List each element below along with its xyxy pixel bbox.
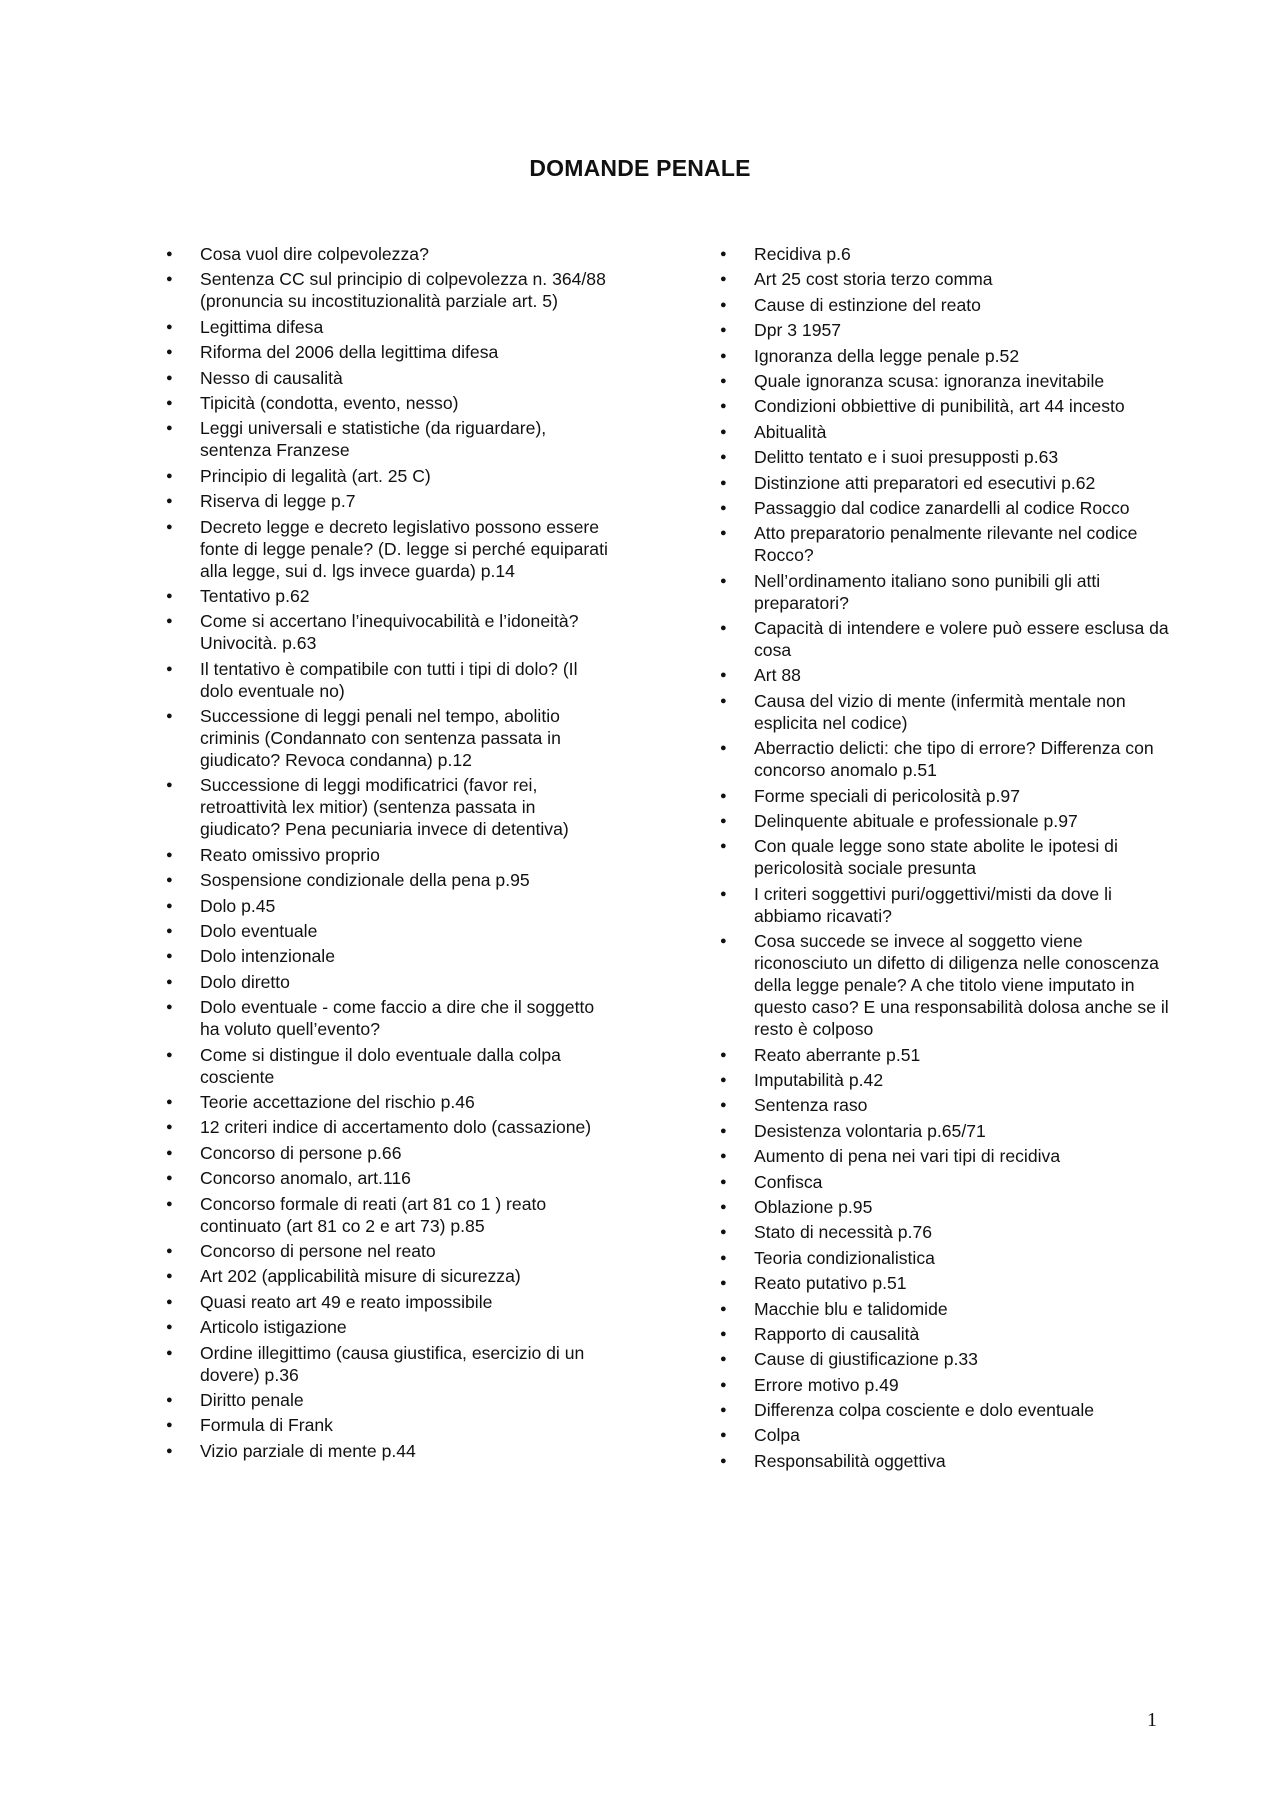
list-item: ● Atto preparatorio penalmente rilevante nel codice Rocco? bbox=[754, 522, 1172, 566]
list-item: ● Errore motivo p.49 bbox=[754, 1374, 1172, 1396]
list-item: ● Stato di necessità p.76 bbox=[754, 1221, 1172, 1243]
list-item: ● Concorso di persone nel reato bbox=[200, 1240, 610, 1262]
list-item: ● Colpa bbox=[754, 1424, 1172, 1446]
list-item: ● Tipicità (condotta, evento, nesso) bbox=[200, 392, 610, 414]
list-item: ● Sentenza raso bbox=[754, 1094, 1172, 1116]
list-item: ● 12 criteri indice di accertamento dolo (cassazione) bbox=[200, 1116, 610, 1138]
list-item: ● Delinquente abituale e professionale p.97 bbox=[754, 810, 1172, 832]
list-item: ● Ordine illegittimo (causa giustifica, esercizio di un dovere) p.36 bbox=[200, 1342, 610, 1386]
list-item: ● I criteri soggettivi puri/oggettivi/misti da dove li abbiamo ricavati? bbox=[754, 883, 1172, 927]
list-item: ● Con quale legge sono state abolite le ipotesi di pericolosità sociale presunta bbox=[754, 835, 1172, 879]
list-item: ● Decreto legge e decreto legislativo possono essere fonte di legge penale? (D. legge si perché equiparati alla legge, sui d. lgs invece guarda) p.14 bbox=[200, 516, 610, 582]
list-item: ● Tentativo p.62 bbox=[200, 585, 610, 607]
list-item: ● Art 202 (applicabilità misure di sicurezza) bbox=[200, 1265, 610, 1287]
list-item: ● Successione di leggi penali nel tempo, abolitio criminis (Condannato con sentenza passata in giudicato? Revoca condanna) p.12 bbox=[200, 705, 610, 771]
list-item: ● Desistenza volontaria p.65/71 bbox=[754, 1120, 1172, 1142]
list-item: ● Diritto penale bbox=[200, 1389, 610, 1411]
list-item: ● Confisca bbox=[754, 1171, 1172, 1193]
list-item: ● Formula di Frank bbox=[200, 1414, 610, 1436]
list-item: ● Nell’ordinamento italiano sono punibili gli atti preparatori? bbox=[754, 570, 1172, 614]
list-item: ● Aumento di pena nei vari tipi di recidiva bbox=[754, 1145, 1172, 1167]
list-item: ● Oblazione p.95 bbox=[754, 1196, 1172, 1218]
list-item: ● Riforma del 2006 della legittima difesa bbox=[200, 341, 610, 363]
list-item: ● Reato aberrante p.51 bbox=[754, 1044, 1172, 1066]
list-item: ● Come si accertano l’inequivocabilità e l’idoneità? Univocità. p.63 bbox=[200, 610, 610, 654]
list-item: ● Il tentativo è compatibile con tutti i tipi di dolo? (Il dolo eventuale no) bbox=[200, 658, 610, 702]
list-item: ● Dpr 3 1957 bbox=[754, 319, 1172, 341]
page-number: 1 bbox=[1147, 1709, 1157, 1731]
list-item: ● Leggi universali e statistiche (da riguardare), sentenza Franzese bbox=[200, 417, 610, 461]
list-item: ● Distinzione atti preparatori ed esecutivi p.62 bbox=[754, 472, 1172, 494]
list-item: ● Principio di legalità (art. 25 C) bbox=[200, 465, 610, 487]
list-item: ● Rapporto di causalità bbox=[754, 1323, 1172, 1345]
list-item: ● Abitualità bbox=[754, 421, 1172, 443]
list-item: ● Dolo eventuale - come faccio a dire che il soggetto ha voluto quell’evento? bbox=[200, 996, 610, 1040]
list-item: ● Teoria condizionalistica bbox=[754, 1247, 1172, 1269]
list-item: ● Delitto tentato e i suoi presupposti p.63 bbox=[754, 446, 1172, 468]
list-item: ● Cosa succede se invece al soggetto viene riconosciuto un difetto di diligenza nelle conoscenza della legge penale? A che titolo viene imputato in questo caso? E una responsabilità dolosa anche se il resto è colposo bbox=[754, 930, 1172, 1040]
page-title: DOMANDE PENALE bbox=[529, 155, 751, 181]
list-item: ● Recidiva p.6 bbox=[754, 243, 1172, 265]
list-item: ● Cause di estinzione del reato bbox=[754, 294, 1172, 316]
list-item: ● Vizio parziale di mente p.44 bbox=[200, 1440, 610, 1462]
list-item: ● Nesso di causalità bbox=[200, 367, 610, 389]
list-item: ● Forme speciali di pericolosità p.97 bbox=[754, 785, 1172, 807]
list-item: ● Causa del vizio di mente (infermità mentale non esplicita nel codice) bbox=[754, 690, 1172, 734]
list-item: ● Art 88 bbox=[754, 664, 1172, 686]
list-item: ● Reato putativo p.51 bbox=[754, 1272, 1172, 1294]
list-item: ● Dolo eventuale bbox=[200, 920, 610, 942]
list-item: ● Successione di leggi modificatrici (favor rei, retroattività lex mitior) (sentenza passata in giudicato? Pena pecuniaria invece di detentiva) bbox=[200, 774, 610, 840]
list-item: ● Dolo intenzionale bbox=[200, 945, 610, 967]
list-item: ● Quasi reato art 49 e reato impossibile bbox=[200, 1291, 610, 1313]
list-item: ● Differenza colpa cosciente e dolo eventuale bbox=[754, 1399, 1172, 1421]
list-item: ● Capacità di intendere e volere può essere esclusa da cosa bbox=[754, 617, 1172, 661]
list-item: ● Macchie blu e talidomide bbox=[754, 1298, 1172, 1320]
right-question-list bbox=[754, 243, 1172, 1475]
list-item: ● Legittima difesa bbox=[200, 316, 610, 338]
list-item: ● Aberractio delicti: che tipo di errore? Differenza con concorso anomalo p.51 bbox=[754, 737, 1172, 781]
list-item: ● Articolo istigazione bbox=[200, 1316, 610, 1338]
list-item: ● Sospensione condizionale della pena p.95 bbox=[200, 869, 610, 891]
list-item: ● Responsabilità oggettiva bbox=[754, 1450, 1172, 1472]
list-item: ● Come si distingue il dolo eventuale dalla colpa cosciente bbox=[200, 1044, 610, 1088]
list-item: ● Condizioni obbiettive di punibilità, art 44 incesto bbox=[754, 395, 1172, 417]
list-item: ● Dolo diretto bbox=[200, 971, 610, 993]
list-item: ● Imputabilità p.42 bbox=[754, 1069, 1172, 1091]
list-item: ● Art 25 cost storia terzo comma bbox=[754, 268, 1172, 290]
list-item: ● Reato omissivo proprio bbox=[200, 844, 610, 866]
list-item: ● Concorso formale di reati (art 81 co 1 ) reato continuato (art 81 co 2 e art 73) p.85 bbox=[200, 1193, 610, 1237]
list-item: ● Cosa vuol dire colpevolezza? bbox=[200, 243, 610, 265]
list-item: ● Ignoranza della legge penale p.52 bbox=[754, 345, 1172, 367]
list-item: ● Sentenza CC sul principio di colpevolezza n. 364/88 (pronuncia su incostituzionalità parziale art. 5) bbox=[200, 268, 610, 312]
list-item: ● Cause di giustificazione p.33 bbox=[754, 1348, 1172, 1370]
list-item: ● Dolo p.45 bbox=[200, 895, 610, 917]
list-item: ● Concorso di persone p.66 bbox=[200, 1142, 610, 1164]
list-item: ● Concorso anomalo, art.116 bbox=[200, 1167, 610, 1189]
left-question-list bbox=[200, 243, 610, 1465]
list-item: ● Riserva di legge p.7 bbox=[200, 490, 610, 512]
list-item: ● Teorie accettazione del rischio p.46 bbox=[200, 1091, 610, 1113]
list-item: ● Passaggio dal codice zanardelli al codice Rocco bbox=[754, 497, 1172, 519]
list-item: ● Quale ignoranza scusa: ignoranza inevitabile bbox=[754, 370, 1172, 392]
